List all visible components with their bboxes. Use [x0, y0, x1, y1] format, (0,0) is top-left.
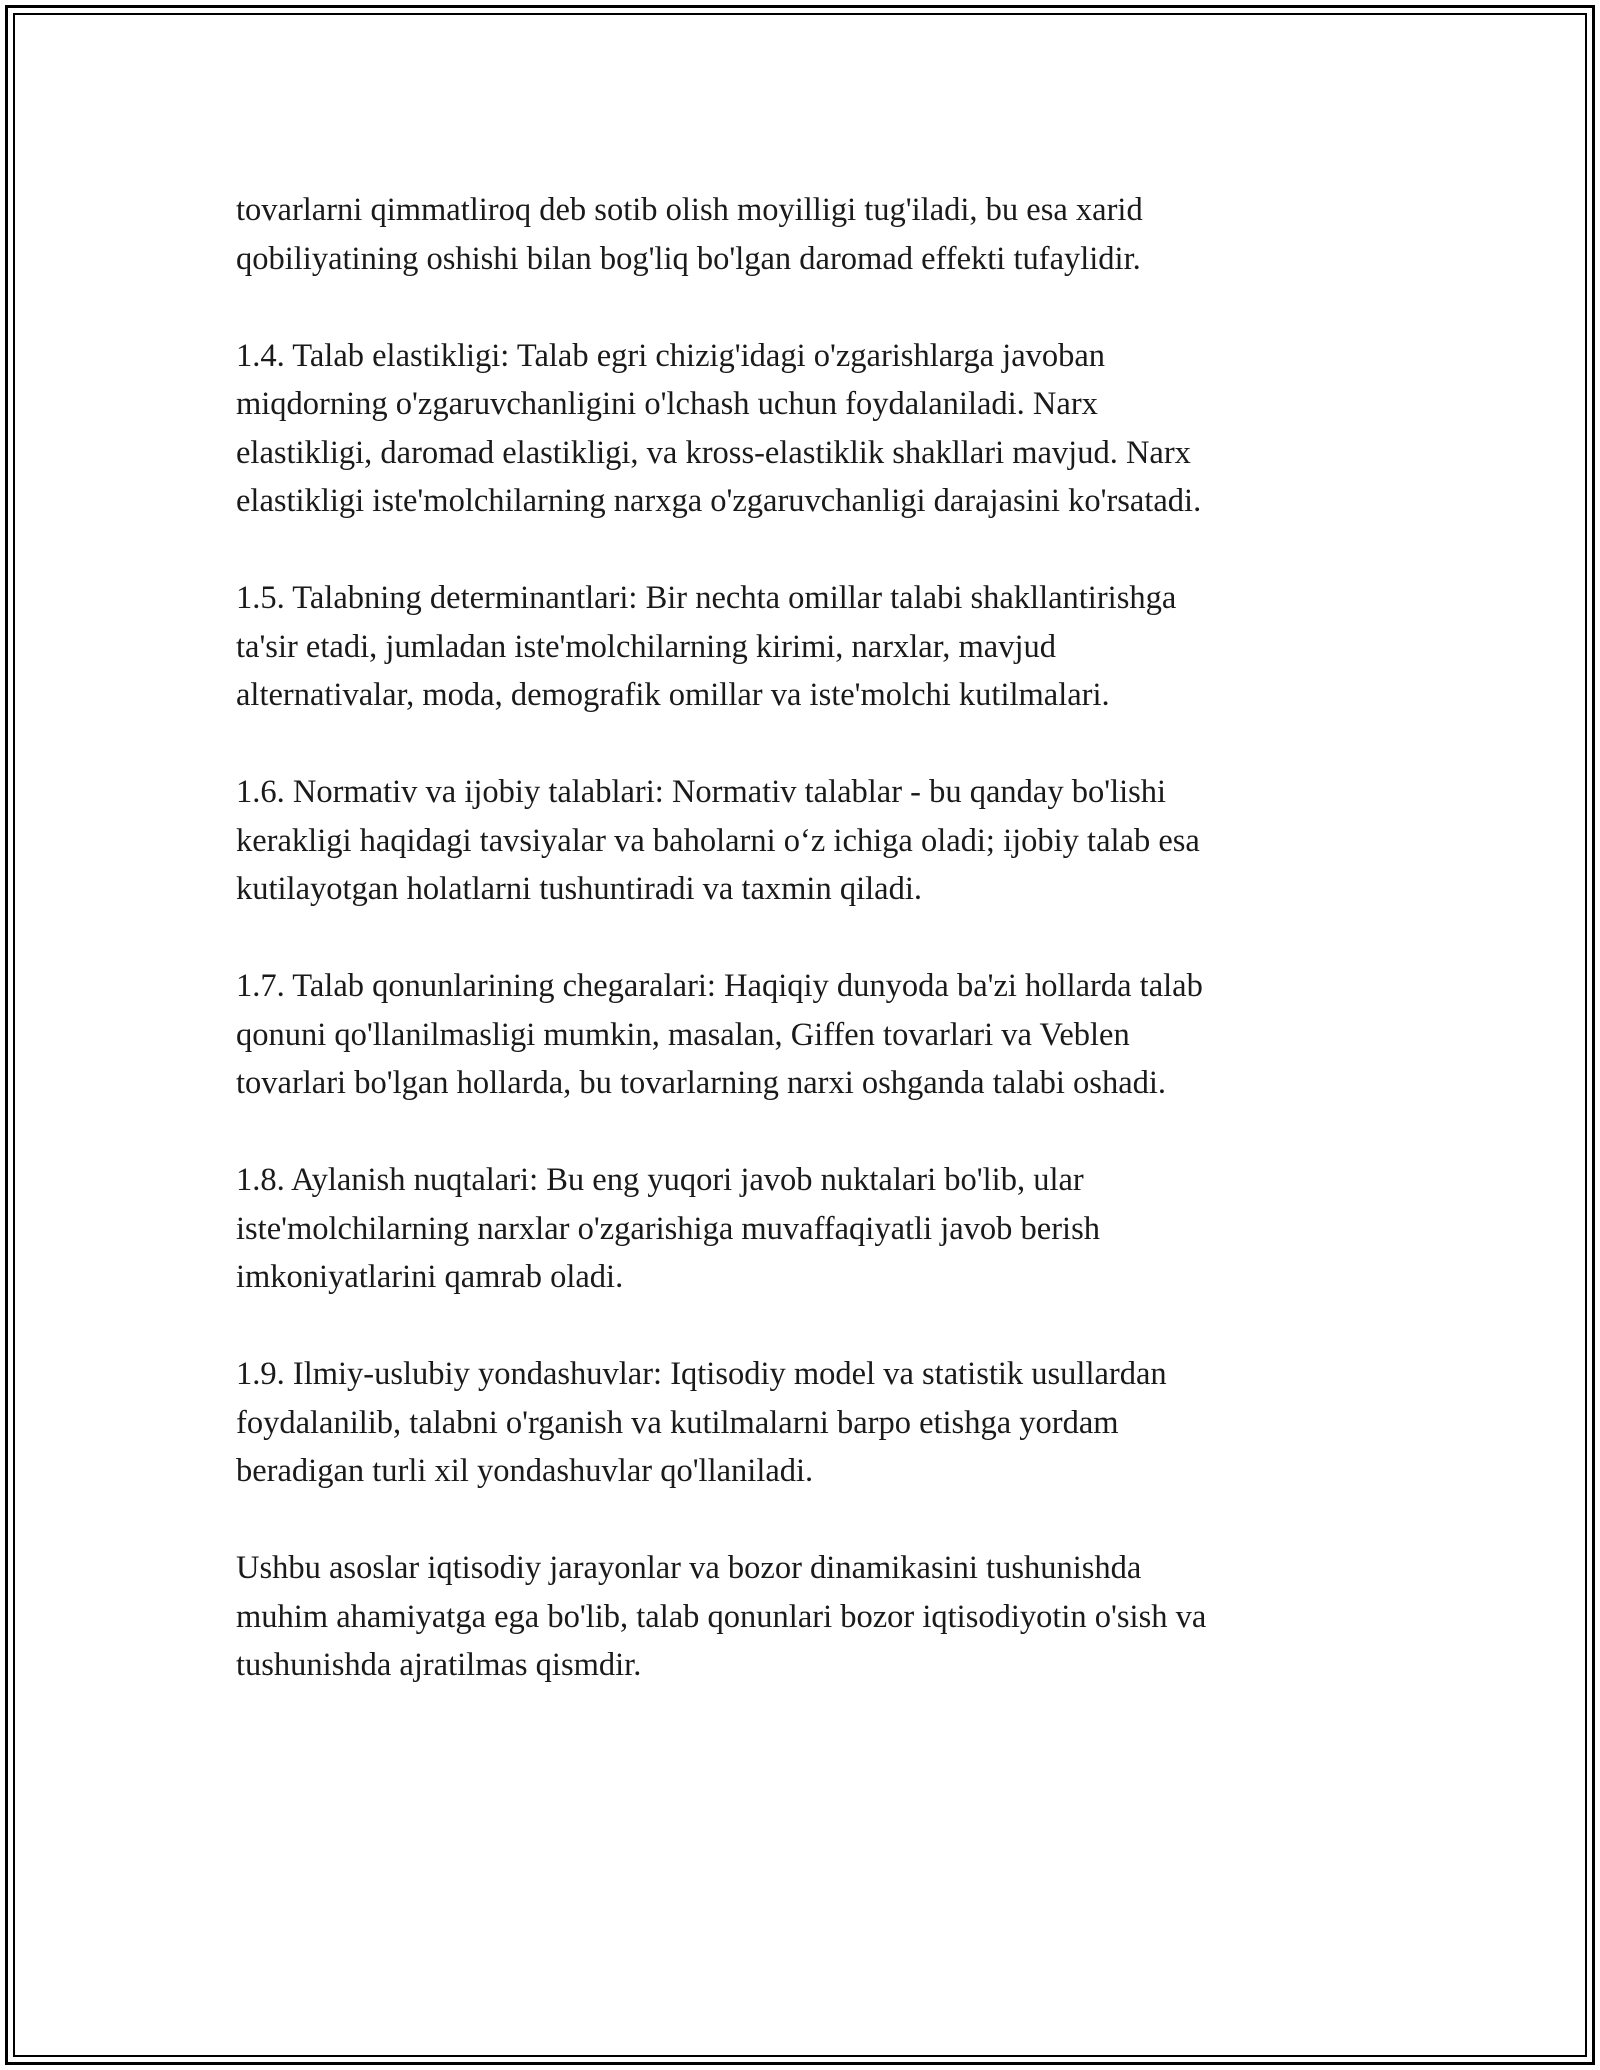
- text-line: kerakligi haqidagi tavsiyalar va baholarni o‘z ichiga oladi; ijobiy talab esa: [236, 822, 1200, 859]
- document-body: [236, 186, 1376, 1738]
- text-line: qonuni qo'llanilmasligi mumkin, masalan, Giffen tovarlari va Veblen: [236, 1016, 1130, 1053]
- text-line: 1.5. Talabning determinantlari: Bir nechta omillar talabi shakllantirishga: [236, 580, 1177, 616]
- text-line: kutilayotgan holatlarni tushuntiradi va taxmin qiladi.: [236, 871, 922, 907]
- text-line: tovarlari bo'lgan hollarda, bu tovarlarning narxi oshganda talabi oshadi.: [236, 1065, 1167, 1101]
- paragraph-continuation: [236, 186, 1376, 283]
- paragraph-normativ-ijobiy: [236, 768, 1376, 914]
- text-line: miqdorning o'zgaruvchanligini o'lchash uchun foydalaniladi. Narx: [236, 386, 1098, 422]
- text-line: alternativalar, moda, demografik omillar va iste'molchi kutilmalari.: [236, 677, 1110, 713]
- text-line: iste'molchilarning narxlar o'zgarishiga muvaffaqiyatli javob berish: [236, 1210, 1100, 1247]
- text-line: beradigan turli xil yondashuvlar qo'llaniladi.: [236, 1453, 814, 1489]
- text-line: tovarlarni qimmatliroq deb sotib olish moyilligi tug'iladi, bu esa xarid: [236, 192, 1143, 228]
- text-line: ta'sir etadi, jumladan iste'molchilarning kirimi, narxlar, mavjud: [236, 628, 1056, 665]
- paragraph-talab-qonunlari-chegaralari: [236, 962, 1376, 1108]
- paragraph-aylanish-nuqtalari: [236, 1156, 1376, 1302]
- text-line: Ushbu asoslar iqtisodiy jarayonlar va bozor dinamikasini tushunishda: [236, 1550, 1142, 1586]
- paragraph-talabning-determinantlari: [236, 574, 1376, 720]
- text-line: imkoniyatlarini qamrab oladi.: [236, 1259, 624, 1295]
- text-line: 1.6. Normativ va ijobiy talablari: Normativ talablar - bu qanday bo'lishi: [236, 774, 1167, 810]
- paragraph-conclusion: [236, 1544, 1376, 1690]
- paragraph-ilmiy-uslubiy: [236, 1350, 1376, 1496]
- text-line: 1.9. Ilmiy-uslubiy yondashuvlar: Iqtisodiy model va statistik usullardan: [236, 1356, 1167, 1392]
- text-line: 1.7. Talab qonunlarining chegaralari: Haqiqiy dunyoda ba'zi hollarda talab: [236, 968, 1203, 1004]
- text-line: foydalanilib, talabni o'rganish va kutilmalarni barpo etishga yordam: [236, 1404, 1119, 1441]
- text-line: 1.4. Talab elastikligi: Talab egri chizig'idagi o'zgarishlarga javoban: [236, 337, 1106, 374]
- text-line: qobiliyatining oshishi bilan bog'liq bo'lgan daromad effekti tufaylidir.: [236, 240, 1141, 277]
- paragraph-talab-elastikligi: [236, 332, 1376, 526]
- text-line: elastikligi, daromad elastikligi, va kross-elastiklik shakllari mavjud. Narx: [236, 434, 1191, 471]
- text-line: elastikligi iste'molchilarning narxga o'zgaruvchanligi darajasini ko'rsatadi.: [236, 483, 1202, 519]
- text-line: 1.8. Aylanish nuqtalari: Bu eng yuqori javob nuktalari bo'lib, ular: [236, 1162, 1084, 1198]
- text-line: muhim ahamiyatga ega bo'lib, talab qonunlari bozor iqtisodiyotin o'sish va: [236, 1598, 1207, 1635]
- text-line: tushunishda ajratilmas qismdir.: [236, 1647, 642, 1683]
